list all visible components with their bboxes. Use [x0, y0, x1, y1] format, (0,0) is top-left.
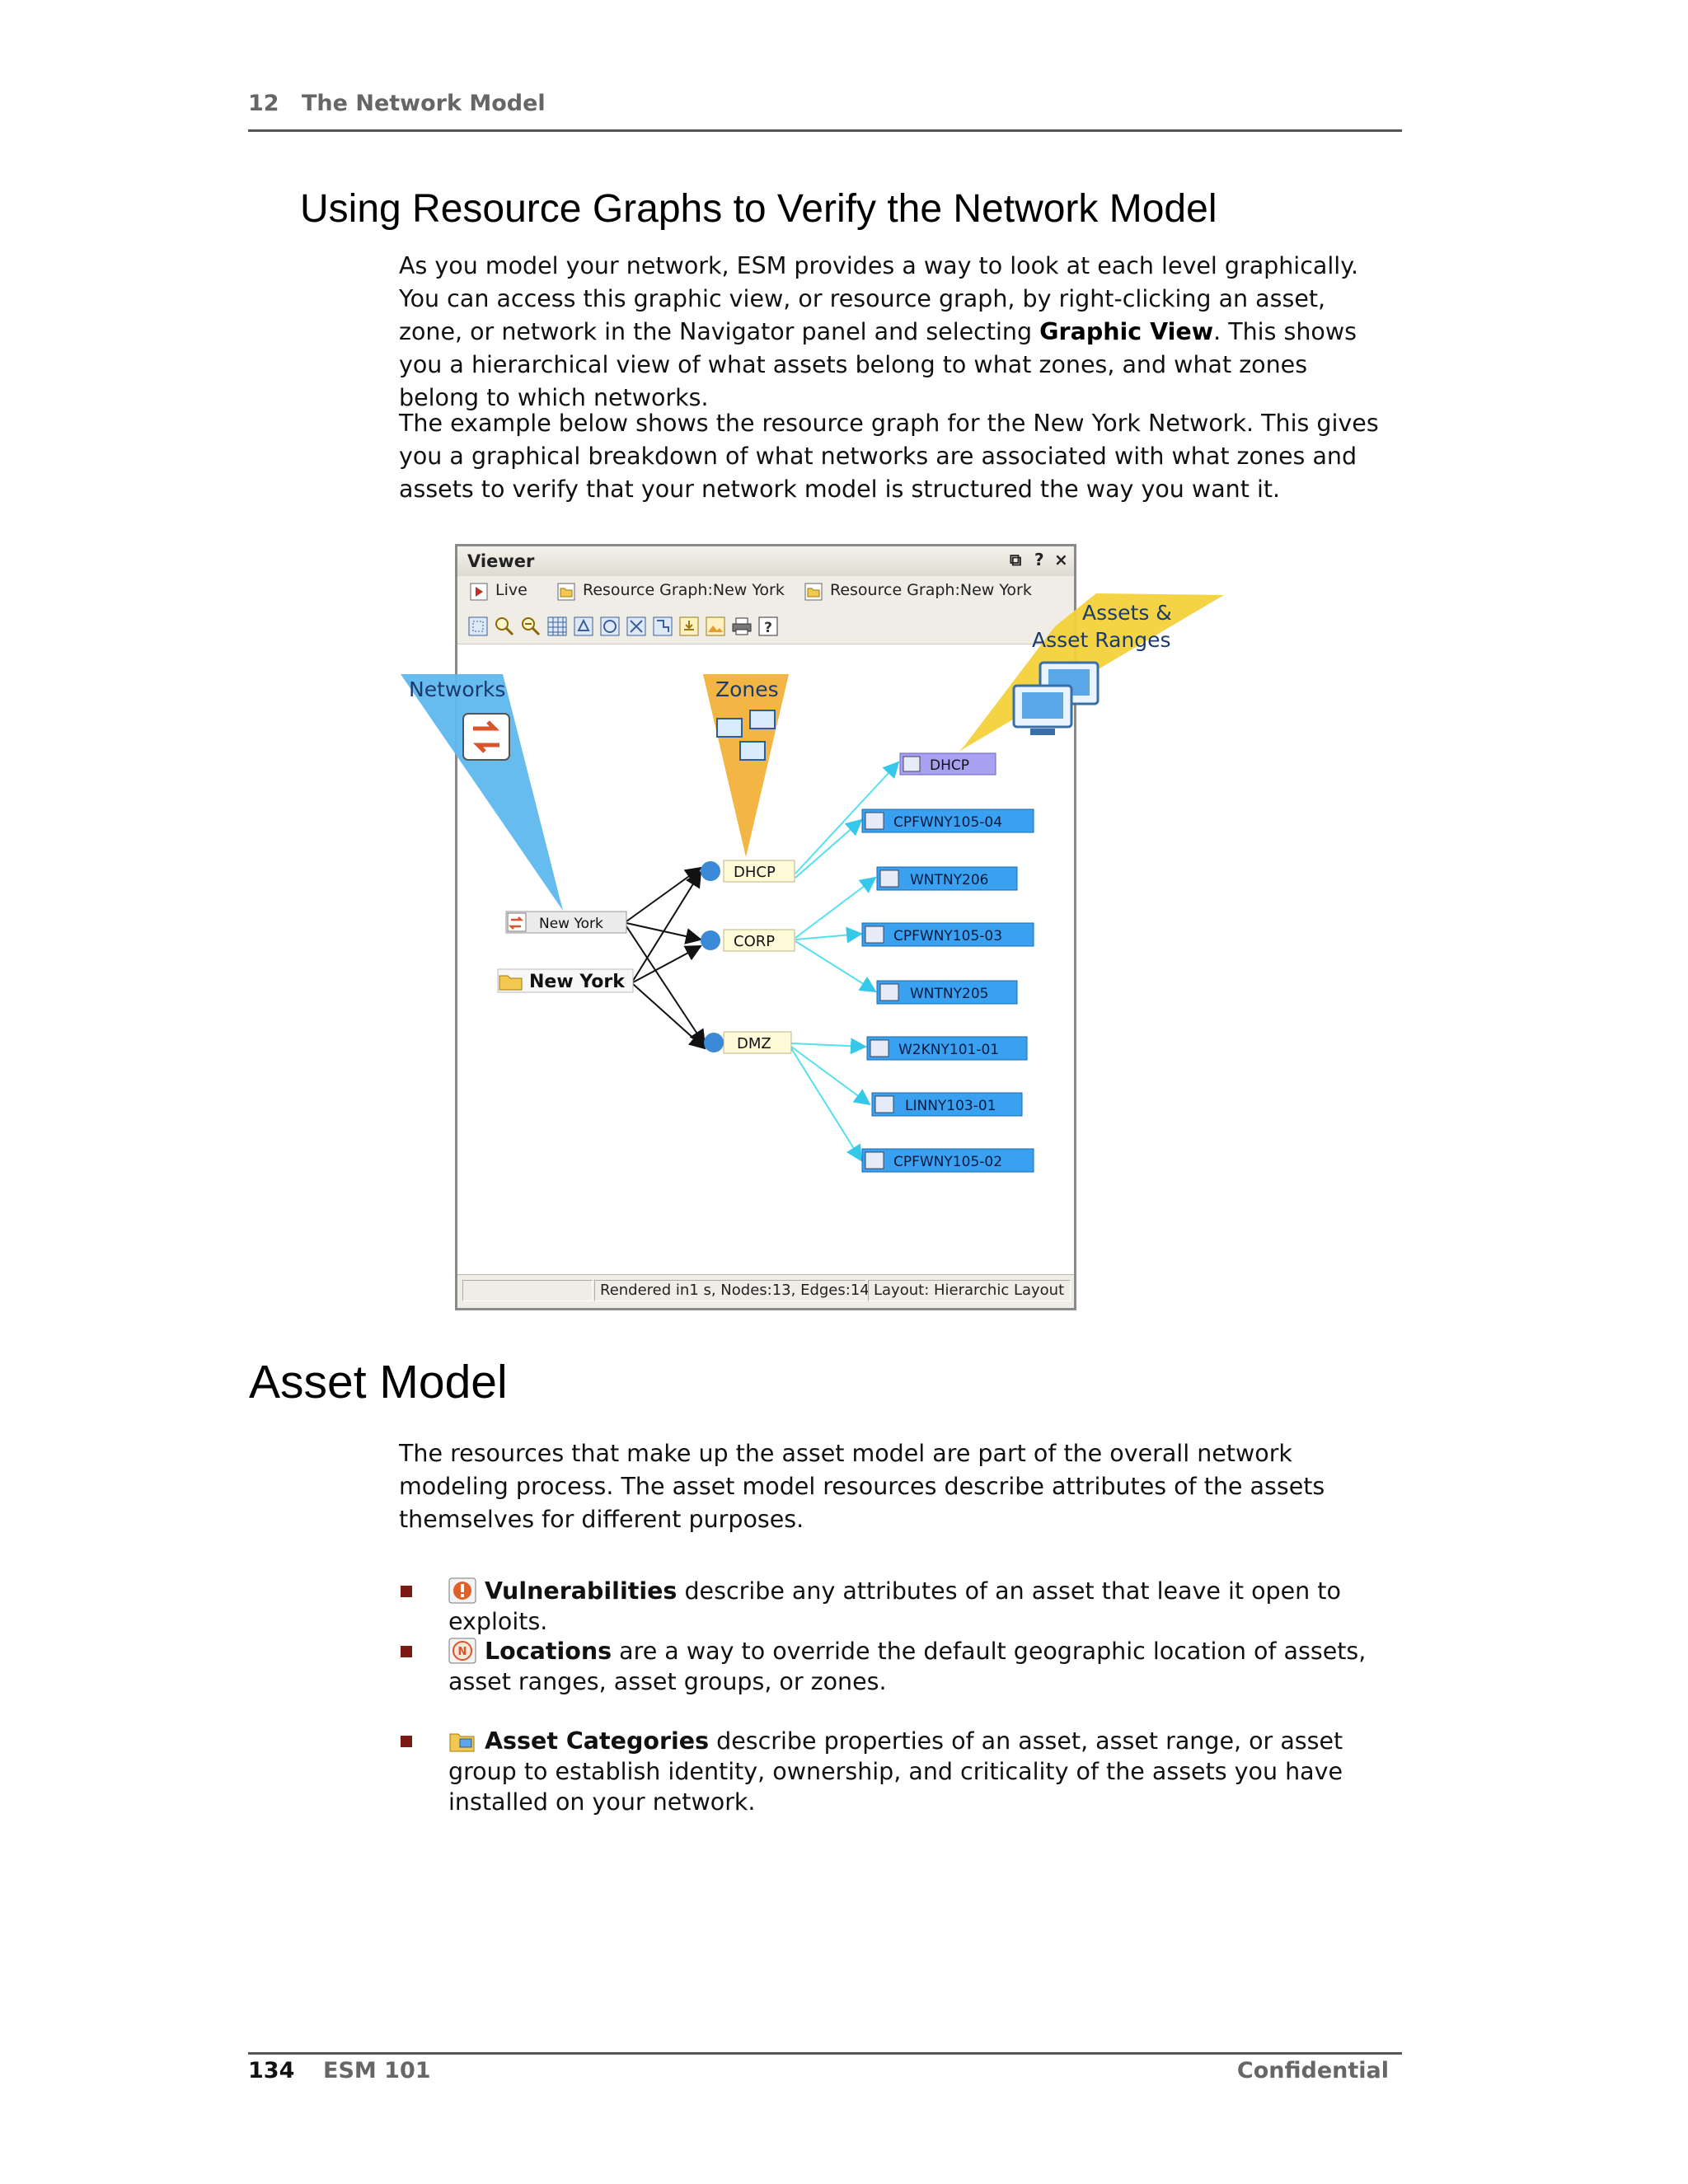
svg-text:?: ? [764, 620, 772, 636]
zones-callout [703, 674, 789, 857]
svg-text:WNTNY205: WNTNY205 [910, 986, 989, 1002]
svg-text:CPFWNY105-04: CPFWNY105-04 [893, 814, 1003, 831]
header-title: The Network Model [302, 91, 546, 116]
paragraph-intro: As you model your network, ESM provides a way to look at each level graphically. You can access this graphic view, or resource graph, by right-clicking an asset, zone, or network in the Navigator panel and selecting Graphic View. This shows you a hierarchical view of what assets belong to what zones, and what zones belong to which networks. [399, 252, 1359, 411]
tab-live[interactable]: Live [464, 581, 528, 604]
zone-node-dhcp[interactable] [701, 860, 795, 882]
header-page-number: 12 [248, 91, 279, 116]
asset-category-icon [448, 1727, 476, 1754]
assets-callout-label-2: Asset Ranges [1032, 628, 1171, 652]
svg-text:WNTNY206: WNTNY206 [910, 872, 989, 888]
assets-callout-label-1: Assets & [1082, 601, 1172, 625]
asset-node-cpfwny105-02[interactable] [862, 1149, 1034, 1172]
vulnerability-icon [448, 1577, 476, 1604]
networks-callout [401, 674, 563, 911]
status-rendered: Rendered in1 s, Nodes:13, Edges:14 [594, 1280, 866, 1301]
group-node-new-york[interactable] [498, 969, 633, 992]
bullet-marker [401, 1646, 412, 1657]
asset-node-cpfwny105-03[interactable] [862, 923, 1034, 946]
svg-text:DMZ: DMZ [737, 1035, 771, 1052]
networks-callout-label: Networks [409, 677, 506, 701]
restore-icon[interactable]: ⧉ [1010, 550, 1022, 569]
zone-node-dmz[interactable] [704, 1032, 791, 1053]
svg-text:New York: New York [539, 916, 603, 932]
paragraph-asset-model: The resources that make up the asset model are part of the overall network modeling process. The asset model resources describe attributes of the assets themselves for different purposes. [399, 1440, 1325, 1533]
asset-node-wntny205[interactable] [877, 981, 1017, 1004]
svg-text:CPFWNY105-02: CPFWNY105-02 [893, 1154, 1003, 1170]
network-node-new-york[interactable] [506, 912, 626, 933]
svg-text:New York: New York [529, 972, 625, 992]
svg-text:DHCP: DHCP [930, 757, 969, 774]
network-callout-icon [463, 714, 509, 760]
svg-text:W2KNY101-01: W2KNY101-01 [898, 1042, 1000, 1058]
viewer-title: Viewer [467, 551, 535, 571]
asset-node-cpfwny105-04[interactable] [862, 809, 1034, 832]
svg-text:LINNY103-01: LINNY103-01 [905, 1098, 996, 1114]
tab-resource-graph-1[interactable]: Resource Graph:New York [551, 581, 785, 604]
svg-text:N: N [457, 1646, 467, 1658]
asset-node-linny103-01[interactable] [872, 1093, 1022, 1116]
paragraph-example: The example below shows the resource graph for the New York Network. This gives you a graphical breakdown of what networks are associated with what zones and assets to verify that your network model is structured the way you want it. [399, 410, 1379, 503]
help-icon[interactable]: ? [1034, 550, 1044, 569]
location-icon [448, 1638, 476, 1664]
section-heading-asset-model: Asset Model [249, 1356, 508, 1408]
svg-text:DHCP: DHCP [734, 864, 776, 881]
svg-text:CORP: CORP [734, 933, 776, 950]
zone-node-corp[interactable] [701, 930, 795, 951]
footer-confidential: Confidential [1236, 2058, 1389, 2083]
svg-text:CPFWNY105-03: CPFWNY105-03 [893, 928, 1003, 944]
bullet-marker [401, 1586, 412, 1597]
zones-callout-label: Zones [715, 677, 779, 701]
asset-node-wntny206[interactable] [877, 867, 1017, 890]
bullet-marker [401, 1736, 412, 1747]
footer-title: ESM 101 [323, 2058, 431, 2083]
section-heading-resource-graphs: Using Resource Graphs to Verify the Network Model [300, 187, 1217, 231]
footer-rule [248, 2052, 1402, 2055]
asset-node-w2kny101-01[interactable] [867, 1037, 1027, 1060]
asset-node-dhcp[interactable] [900, 753, 996, 775]
tab-resource-graph-2[interactable]: Resource Graph:New York [799, 581, 1032, 604]
status-layout: Layout: Hierarchic Layout [868, 1280, 1071, 1301]
graphic-view-term: Graphic View [1039, 318, 1214, 345]
close-icon[interactable]: × [1054, 550, 1068, 569]
footer-page-number: 134 [248, 2058, 295, 2083]
network-zone-edges [626, 868, 705, 1048]
